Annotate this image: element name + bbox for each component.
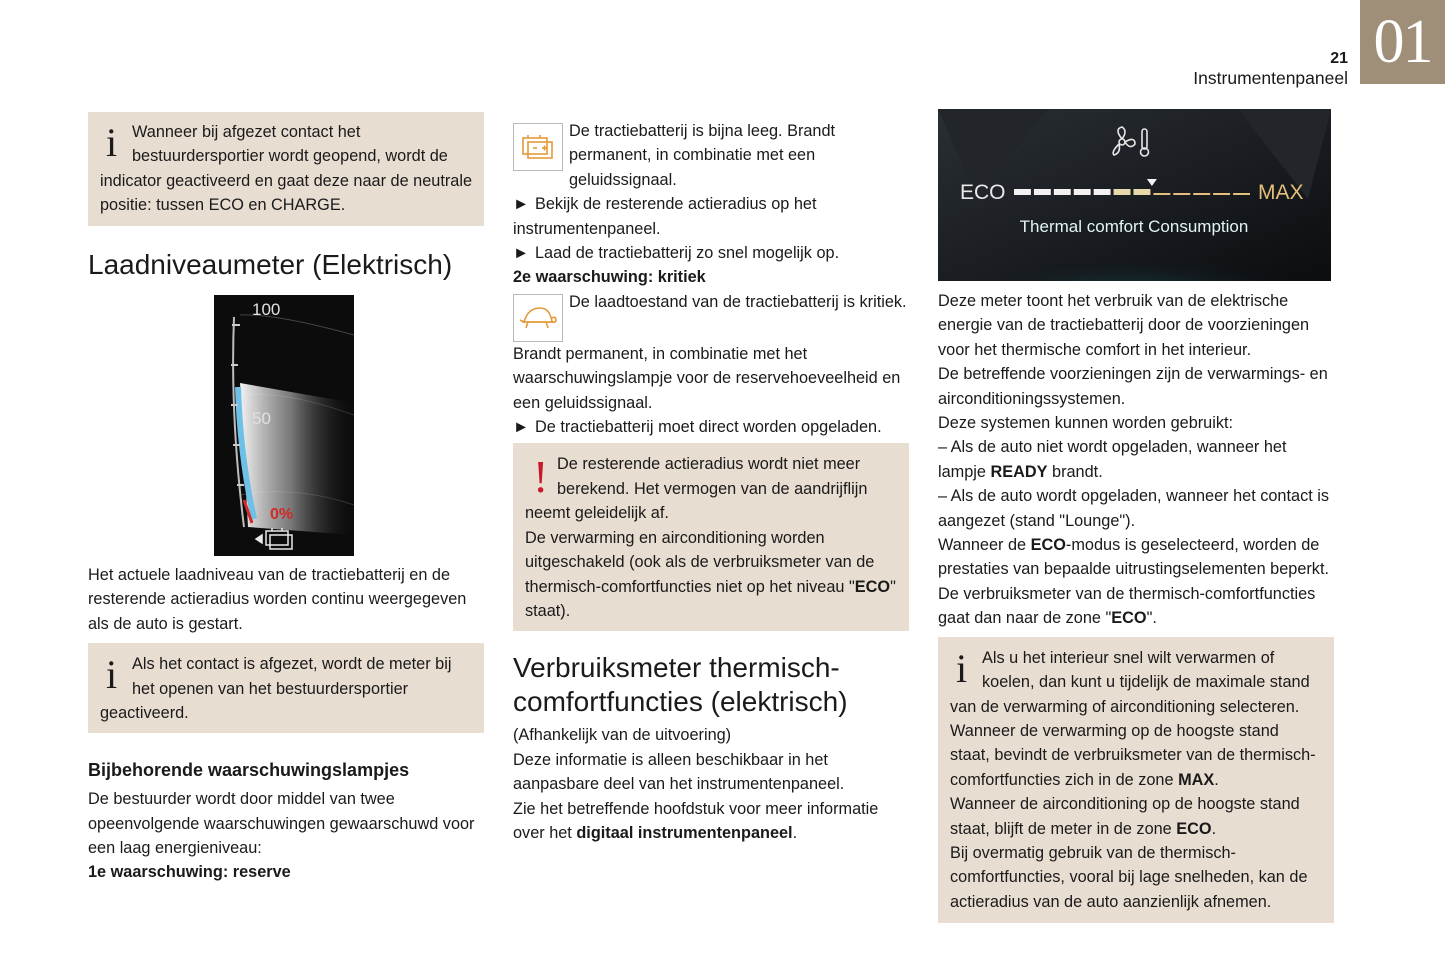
level-segment (1134, 189, 1151, 195)
gauge-label-100: 100 (252, 300, 281, 319)
dash-item: – Als de auto wordt opgeladen, wanneer het contact is aangezet (stand "Lounge"). (938, 487, 1330, 530)
gauge-description: Het actuele laadniveau van de tractiebatterij en de resterende actieradius worden continu weergegeven als de auto is gestart. (88, 566, 467, 633)
exclamation-icon: ! (533, 451, 549, 503)
charge-gauge (214, 295, 354, 556)
battery-icon (256, 528, 292, 549)
dash-item: – Als de auto niet wordt opgeladen, wanneer het lampje READY brandt. (938, 438, 1287, 481)
info-note (938, 637, 1334, 923)
level-segment (1114, 189, 1131, 195)
info-note-text: Als het contact is afgezet, wordt de meter bij het openen van het bestuurdersportier geactiveerd. (100, 655, 452, 723)
display-caption: Thermal comfort Consumption (1019, 217, 1249, 236)
bullet-item (513, 415, 909, 439)
gauge-label-50: 50 (252, 409, 271, 428)
section-heading: Verbruiksmeter thermisch-comfortfuncties (elektrisch) (513, 652, 848, 718)
max-label: MAX (1258, 181, 1304, 204)
body-text: Deze systemen kunnen worden gebruikt: (938, 414, 1234, 433)
arrow-right-icon: ► (513, 418, 530, 437)
body-text: Zie het betreffende hoofdstuk voor meer informatie over het digitaal instrumentenpaneel. (513, 799, 879, 843)
column-2 (513, 119, 909, 846)
level-segment (1193, 193, 1210, 195)
body-text: Wanneer de ECO-modus is geselecteerd, worden de prestaties van bepaalde uitrustingselementen beperkt. De verbruiksmeter van de thermisch-comfortfuncties gaat dan naar de zone "ECO". (938, 536, 1329, 628)
thermal-comfort-graphic (938, 109, 1331, 281)
thermal-comfort-display (938, 109, 1331, 281)
eco-label: ECO (960, 181, 1006, 204)
bullet-text: Laad de tractiebatterij zo snel mogelijk op. (535, 244, 840, 263)
level-segment (1034, 189, 1051, 195)
bullet-item (513, 241, 909, 265)
turtle-warning-lamp (513, 294, 563, 342)
lamp-reserve-text: De tractiebatterij is bijna leeg. Brandt permanent, in combinatie met een geluidssignaal. (569, 122, 836, 189)
bullet-text: Bekijk de resterende actieradius op het instrumentenpaneel. (513, 195, 817, 238)
charge-gauge-graphic (214, 295, 354, 556)
battery-warning-icon (520, 132, 556, 162)
warning-2-label: 2e waarschuwing: kritiek (513, 268, 706, 287)
level-segment (1094, 189, 1111, 195)
warning-note-p2: De verwarming en airconditioning worden uitgeschakeld (ook als de verbruiksmeter van de thermisch-comfortfuncties niet op het niveau "ECO" staat). (525, 528, 896, 620)
lamp-reserve-block (513, 119, 909, 192)
info-icon: i (956, 645, 968, 691)
level-segment (1074, 189, 1091, 195)
warnings-intro: De bestuurder wordt door middel van twee opeenvolgende waarschuwingen gewaarschuwd voor een laag energieniveau: (88, 790, 475, 858)
column-1 (88, 112, 484, 885)
cross-reference: digitaal instrumentenpaneel (576, 824, 793, 843)
level-segment (1173, 193, 1190, 195)
warning-1-label: 1e waarschuwing: reserve (88, 863, 291, 882)
info-note-p4: Bij overmatig gebruik van de thermisch-comfortfuncties, vooral bij lage snelheden, kan de actieradius van de auto aanzienlijk afnemen. (950, 843, 1308, 911)
battery-warning-lamp (513, 123, 563, 171)
info-icon: i (106, 120, 118, 165)
level-segment (1014, 189, 1031, 195)
warning-note-p1: De resterende actieradius wordt niet meer berekend. Het vermogen van de aandrijflijn neemt geleidelijk af. (525, 455, 868, 523)
level-segment (1054, 189, 1071, 195)
lamp-critical-text: De laadtoestand van de tractiebatterij is kritiek. (569, 292, 907, 311)
body-text: Deze meter toont het verbruik van de elektrische energie van de tractiebatterij door de voorzieningen voor het thermische comfort in het interieur. (938, 292, 1310, 359)
gauge-label-0: 0% (270, 506, 294, 523)
turtle-icon (518, 304, 558, 332)
arrow-right-icon: ► (513, 195, 530, 214)
info-note-text: Wanneer bij afgezet contact het bestuurdersportier wordt geopend, wordt de indicator geactiveerd en gaat deze naar de neutrale positie: tussen ECO en CHARGE. (100, 123, 473, 215)
bullet-item (513, 192, 909, 241)
subheading: Bijbehorende waarschuwingslampjes (88, 760, 410, 781)
availability-note: (Afhankelijk van de uitvoering) (513, 726, 732, 745)
chapter-tab: 01 (1360, 0, 1445, 84)
info-note-p1: Als u het interieur snel wilt verwarmen of koelen, dan kunt u tijdelijk de maximale stand van de verwarming of airconditioning selecteren. (950, 648, 1310, 716)
info-note (88, 112, 484, 226)
arrow-right-icon: ► (513, 244, 530, 263)
level-segment (1213, 193, 1230, 195)
info-note (88, 643, 484, 733)
info-note-p3: Wanneer de airconditioning op de hoogste stand staat, blijft de meter in de zone ECO. (950, 795, 1300, 838)
section-heading: Laadniveaumeter (Elektrisch) (88, 249, 453, 280)
lamp-critical-block (513, 290, 909, 314)
level-segment (1153, 193, 1170, 195)
bullet-text: De tractiebatterij moet direct worden opgeladen. (535, 418, 882, 437)
level-segment (1233, 193, 1250, 195)
warning-note (513, 443, 909, 631)
column-3 (938, 109, 1334, 923)
info-icon: i (106, 652, 118, 698)
lamp-critical-body: Brandt permanent, in combinatie met het waarschuwingslampje voor de reservehoeveelheid en een geluidssignaal. (513, 344, 901, 412)
body-text: De betreffende voorzieningen zijn de verwarmings- en airconditioningssystemen. (938, 365, 1328, 408)
page-number: 21 (1330, 50, 1348, 67)
info-note-p2: Wanneer de verwarming op de hoogste stand staat, bevindt de verbruiksmeter van de thermisch-comfortfuncties zich in de zone MAX. (950, 721, 1316, 789)
body-text: Deze informatie is alleen beschikbaar in het aanpasbare deel van het instrumentenpaneel. (513, 750, 845, 794)
section-name: Instrumentenpaneel (1193, 68, 1348, 88)
